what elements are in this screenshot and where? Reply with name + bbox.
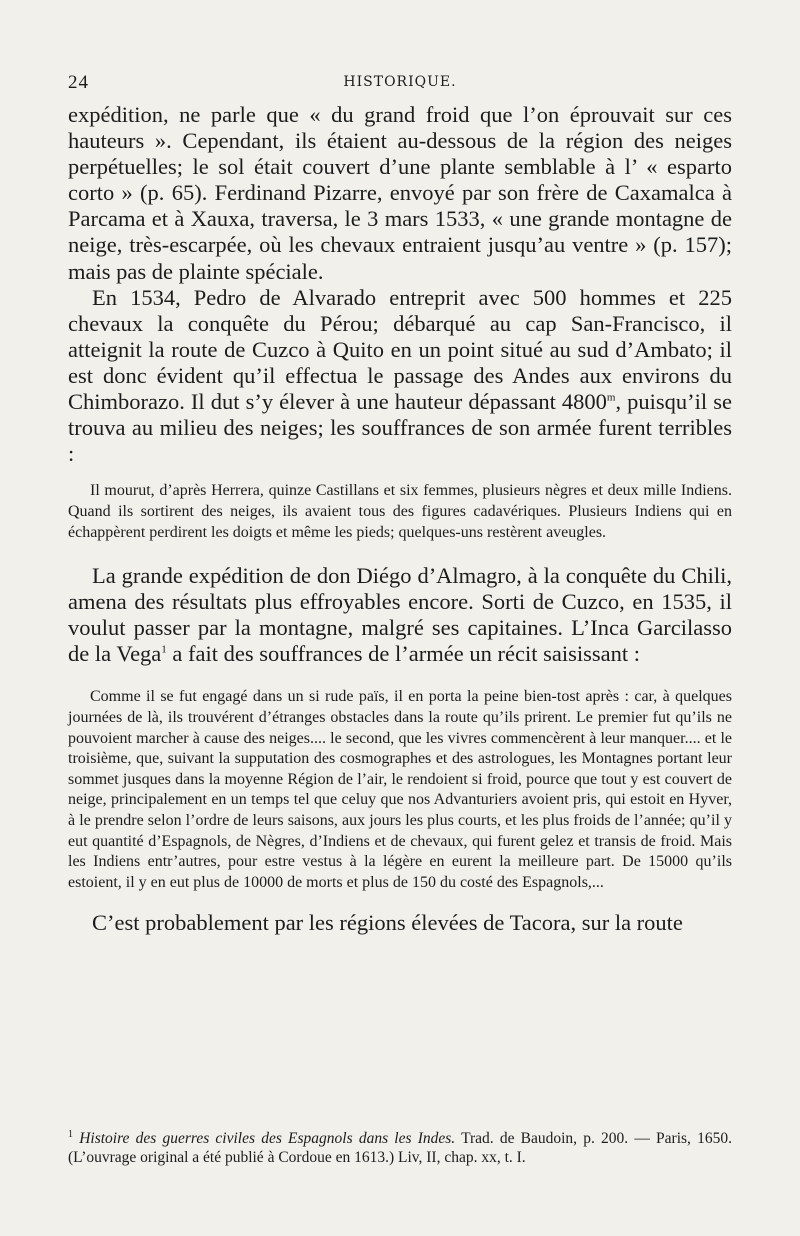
paragraph-3-text-b: a fait des souffrances de l’armée un récit saisissant : [166,641,640,667]
paragraph-3-text-a: La grande expédition de don Diégo d’Almagro, à la conquête du Chili, amena des résultats plus effroyables encore. Sorti de Cuzco, en 1535, il voulut passer par la montagne, malgré ses capitaines. L’Inca Garcilasso de la Vega [68,563,732,667]
paragraph-3 [68,563,732,667]
block-quote-2: Comme il se fut engagé dans un si rude païs, il en porta la peine bien-tost après : car, à quelques journées de là, ils trouvérent d’étranges obstacles dans la route qu’ils prirent. Le premier fut qu’ils ne pouvoient marcher à cause des neiges.... le second, que les vivres commencèrent à leur manquer.... et le troisième, que, suivant la supputation des cosmographes et des astrologues, les Montagnes portant leur sommet jusques dans la moyenne Région de l’air, le rendoient si froid, pource que tout y est couvert de neige, principalement en un temps tel que celuy que nos Advanturiers avoient pris, qui estoit en Hyver, à le prendre selon l’ordre de leurs saisons, aux jours les plus courts, et les plus froids de l’année; qu’il y eut quantité d’Espagnols, de Nègres, d’Indiens et de chevaux, qui furent gelez et transis de froid. Mais les Indiens entr’autres, pour estre vestus à la légère en eurent la meilleure part. De 15000 qu’ils estoient, il y en eut plus de 10000 de morts et plus de 150 du costé des Espagnols,... [68,688,732,891]
paragraph-2-text-b: , puisqu’il se trouva au milieu des neiges; les souffrances de son armée furent terribles : [68,389,732,467]
page-number: 24 [68,72,89,93]
page-body [68,102,732,937]
paragraph-4: C’est probablement par les régions élevées de Tacora, sur la route [92,910,683,936]
unit-superscript: m [606,391,616,404]
footnote-reference: 1 [161,643,167,656]
footnote-marker: 1 [68,1129,73,1140]
block-quote-1: Il mourut, d’après Herrera, quinze Castillans et six femmes, plusieurs nègres et deux mille Indiens. Quand ils sortirent des neiges, ils avaient tous des figures cadavériques. Plusieurs Indiens qui en échappèrent perdirent les doigts et même les pieds; quelques-uns restèrent aveugles. [68,482,732,541]
page-header [68,72,732,96]
paragraph-2 [68,285,732,468]
paragraph-1: expédition, ne parle que « du grand froid que l’on éprouvait sur ces hauteurs ». Cependant, ils étaient au-dessous de la région des neiges perpétuelles; le sol était couvert d’une plante semblable à l’ « esparto corto » (p. 65). Ferdinand Pizarre, envoyé par son frère de Caxamalca à Parcama et à Xauxa, traversa, le 3 mars 1533, « une grande montagne de neige, très-escarpée, où les chevaux entraient jusqu’au ventre » (p. 157); mais pas de plainte spéciale. [68,102,732,284]
footnote-title: Histoire des guerres civiles des Espagnols dans les Indes. [79,1130,456,1148]
footnotes [68,1125,732,1167]
footnote-text: Trad. de Baudoin, p. 200. — Paris, 1650. (L’ouvrage original a été publié à Cordoue en 1613.) Liv, II, chap. xx, t. I. [68,1130,732,1167]
running-title: HISTORIQUE. [343,74,457,90]
paragraph-2-text-a: En 1534, Pedro de Alvarado entreprit avec 500 hommes et 225 chevaux la conquête du Pérou; débarqué au cap San-Francisco, il atteignit la route de Cuzco à Quito en un point situé au sud d’Ambato; il est donc évident qu’il effectua le passage des Andes aux environs du Chimborazo. Il dut s’y élever à une hauteur dépassant 4800 [68,284,732,415]
